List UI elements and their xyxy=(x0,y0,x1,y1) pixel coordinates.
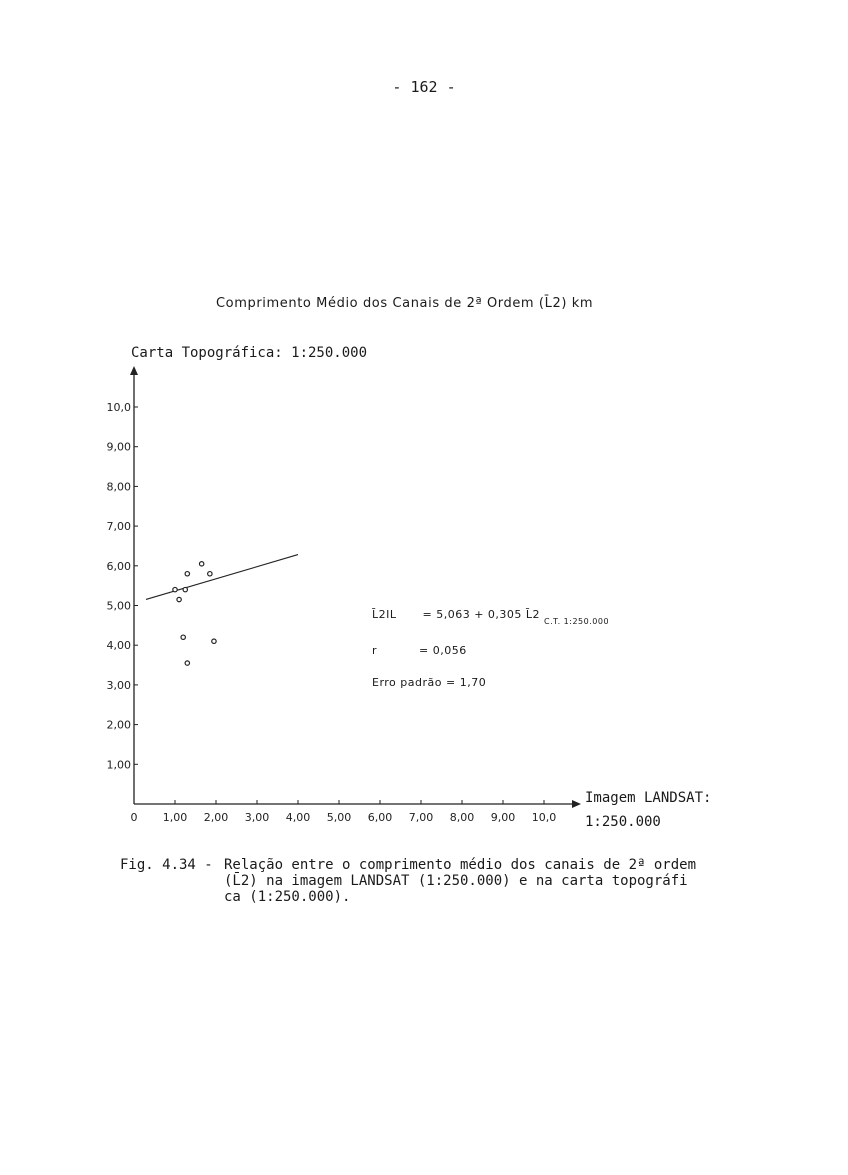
y-tick-label: 2,00 xyxy=(106,718,131,732)
caption-line-1: Relação entre o comprimento médio dos canais de 2ª ordem xyxy=(224,857,697,873)
page-number: - 162 - xyxy=(392,78,456,96)
y-tick-label: 4,00 xyxy=(106,639,131,653)
y-tick-label: 6,00 xyxy=(106,559,131,573)
x-axis-label-text: Imagem LANDSAT: 1:250.000 xyxy=(585,790,712,830)
regression-line xyxy=(146,555,298,600)
regression-equation xyxy=(372,608,609,626)
equation-lhs: L̄2IL xyxy=(372,608,397,621)
data-point xyxy=(208,572,212,576)
correlation-label: r xyxy=(372,644,378,657)
x-tick-label: 3,00 xyxy=(244,811,270,824)
y-tick-label: 5,00 xyxy=(106,599,131,613)
caption-line-2: (L̄2) na imagem LANDSAT (1:250.000) e na carta topográfi xyxy=(224,873,688,889)
chart-title: Comprimento Médio dos Canais de 2ª Ordem (L̄2) km xyxy=(216,296,594,311)
data-point xyxy=(185,661,189,665)
y-tick-label: 1,00 xyxy=(106,758,131,772)
figure-caption xyxy=(120,857,696,905)
standard-error-line xyxy=(372,676,486,689)
y-tick-label: 9,00 xyxy=(106,440,131,454)
x-axis-arrow xyxy=(572,800,581,808)
y-tick-label: 8,00 xyxy=(106,480,131,494)
y-axis-arrow xyxy=(130,366,138,375)
x-tick-label: 2,00 xyxy=(203,811,229,824)
y-tick-label: 7,00 xyxy=(106,520,131,534)
equation-rhs: = 5,063 + 0,305 L̄2 xyxy=(422,608,541,621)
data-point xyxy=(199,562,203,566)
x-tick-label: 7,00 xyxy=(408,811,434,824)
data-point xyxy=(212,639,216,643)
x-tick-label: 10,0 xyxy=(531,811,557,824)
data-point xyxy=(173,587,177,591)
y-axis-label: Carta Topográfica: 1:250.000 xyxy=(131,345,368,361)
correlation-value: = 0,056 xyxy=(419,644,467,657)
data-point xyxy=(183,587,187,591)
x-tick-label: 5,00 xyxy=(326,811,352,824)
data-point xyxy=(181,635,185,639)
caption-line-3: ca (1:250.000). xyxy=(224,889,351,905)
x-tick-label: 4,00 xyxy=(285,811,311,824)
equation-rhs-subscript: C.T. 1:250.000 xyxy=(544,617,610,626)
standard-error-value: = 1,70 xyxy=(446,676,487,689)
x-tick-label: 0 xyxy=(130,811,138,824)
y-tick-label: 10,0 xyxy=(106,401,131,414)
x-tick-label: 1,00 xyxy=(162,811,188,824)
data-point xyxy=(185,572,189,576)
correlation-line xyxy=(372,644,467,657)
x-tick-label: 8,00 xyxy=(449,811,475,824)
x-tick-label: 9,00 xyxy=(490,811,516,824)
standard-error-label: Erro padrão xyxy=(372,676,442,689)
data-point xyxy=(177,597,181,601)
x-tick-label: 6,00 xyxy=(367,811,393,824)
caption-label: Fig. 4.34 - xyxy=(120,857,213,873)
y-tick-label: 3,00 xyxy=(106,678,131,692)
